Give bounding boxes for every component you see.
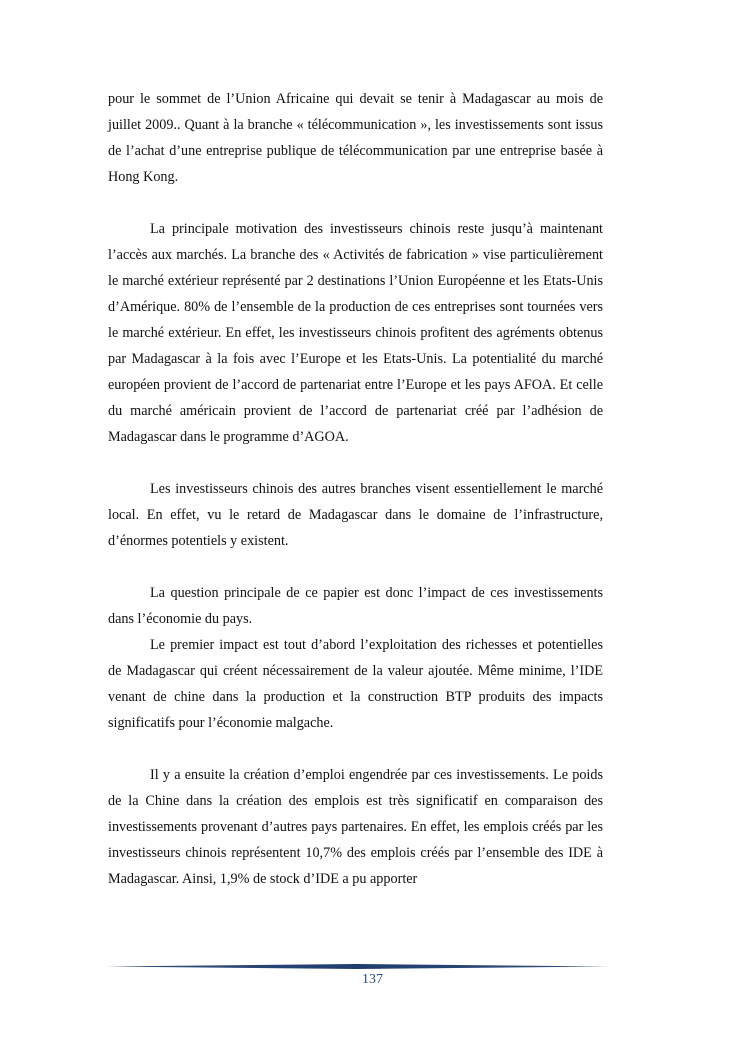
paragraph-gap [108,190,603,216]
paragraph-gap [108,736,603,762]
page-number: 137 [362,972,383,987]
footer-rule [106,964,608,969]
paragraph-5: Le premier impact est tout d’abord l’exploitation des richesses et potentielles de Madagascar qui créent nécessairement de la valeur ajoutée. Même minime, l’IDE venant de chine dans la production et la construction BTP produits des impacts significatifs pour l’économie malgache. [108,637,603,731]
paragraph-2: La principale motivation des investisseurs chinois reste jusqu’à maintenant l’accès aux marchés. La branche des « Activités de fabrication » vise particulièrement le marché extérieur représenté par 2 destinations l’Union Européenne et les Etats-Unis d’Amérique. 80% de l’ensemble de la production de ces entreprises sont tournées vers le marché extérieur. En effet, les investisseurs chinois profitent des agréments obtenus par Madagascar à la fois avec l’Europe et les Etats-Unis. La potentialité du marché européen provient de l’accord de partenariat entre l’Europe et les pays AFOA. Et celle du marché américain provient de l’accord de partenariat créé par l’adhésion de Madagascar dans le programme d’AGOA. [108,221,603,445]
body-text [108,86,603,892]
paragraph-1: pour le sommet de l’Union Africaine qui devait se tenir à Madagascar au mois de juillet 2009.. Quant à la branche « télécommunication », les investissements sont issus de l’achat d’une entreprise publique de télécommunication par une entreprise basée à Hong Kong. [108,91,603,185]
paragraph-gap [108,554,603,580]
paragraph-4: La question principale de ce papier est donc l’impact de ces investissements dans l’économie du pays. [108,585,603,627]
paragraph-6: Il y a ensuite la création d’emploi engendrée par ces investissements. Le poids de la Chine dans la création des emplois est très significatif en comparaison des investissements provenant d’autres pays partenaires. En effet, les emplois créés par les investisseurs chinois représentent 10,7% des emplois créés par l’ensemble des IDE à Madagascar. Ainsi, 1,9% de stock d’IDE a pu apporter [108,767,603,887]
paragraph-gap [108,450,603,476]
paragraph-3: Les investisseurs chinois des autres branches visent essentiellement le marché local. En effet, vu le retard de Madagascar dans le domaine de l’infrastructure, d’énormes potentiels y existent. [108,481,603,549]
